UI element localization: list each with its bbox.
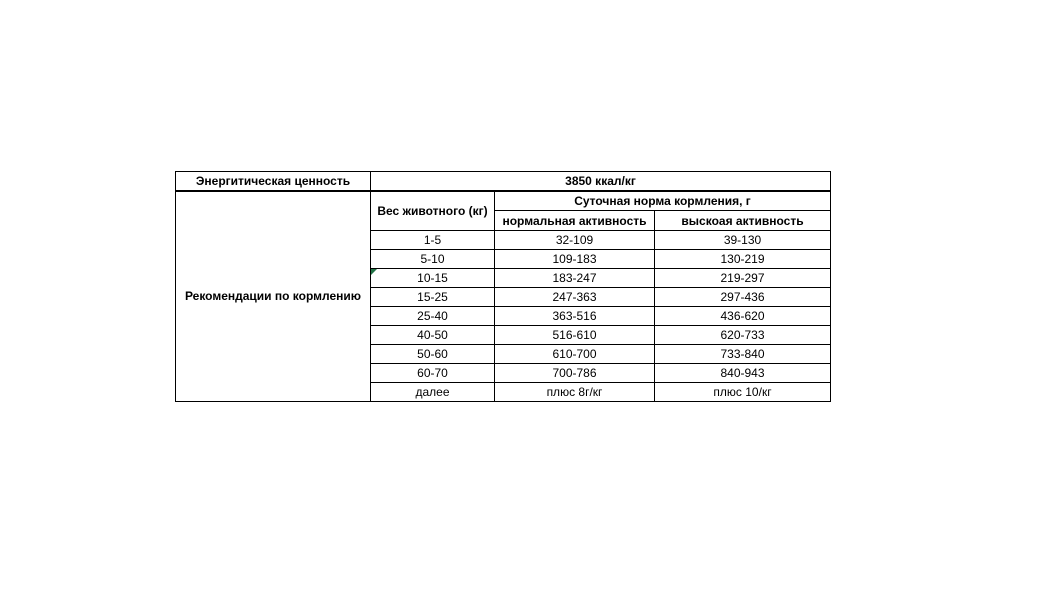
cell-comment-marker-icon xyxy=(371,269,377,275)
normal-activity-cell: 700-786 xyxy=(495,364,655,383)
normal-activity-cell: 32-109 xyxy=(495,231,655,250)
energy-value: 3850 ккал/кг xyxy=(371,172,831,191)
weight-cell: 40-50 xyxy=(371,326,495,345)
weight-cell: 1-5 xyxy=(371,231,495,250)
weight-cell: 15-25 xyxy=(371,288,495,307)
normal-activity-cell: 183-247 xyxy=(495,269,655,288)
normal-activity-header: нормальная активность xyxy=(495,211,655,231)
feeding-table-container xyxy=(175,171,831,402)
high-activity-cell: 840-943 xyxy=(655,364,831,383)
recommendations-label: Рекомендации по кормлению xyxy=(176,191,371,402)
weight-cell: далее xyxy=(371,383,495,402)
high-activity-cell: 219-297 xyxy=(655,269,831,288)
normal-activity-cell: 516-610 xyxy=(495,326,655,345)
high-activity-cell: плюс 10/кг xyxy=(655,383,831,402)
normal-activity-cell: 109-183 xyxy=(495,250,655,269)
normal-activity-cell: плюс 8г/кг xyxy=(495,383,655,402)
weight-cell: 25-40 xyxy=(371,307,495,326)
weight-cell xyxy=(371,269,495,288)
weight-column-header: Вес животного (кг) xyxy=(371,191,495,231)
high-activity-header: выскоая активность xyxy=(655,211,831,231)
high-activity-cell: 733-840 xyxy=(655,345,831,364)
high-activity-cell: 297-436 xyxy=(655,288,831,307)
normal-activity-cell: 247-363 xyxy=(495,288,655,307)
weight-cell: 5-10 xyxy=(371,250,495,269)
header-row-1 xyxy=(176,191,831,211)
weight-cell: 60-70 xyxy=(371,364,495,383)
daily-norm-header: Суточная норма кормления, г xyxy=(495,191,831,211)
feeding-recommendations-table xyxy=(175,171,831,402)
normal-activity-cell: 363-516 xyxy=(495,307,655,326)
high-activity-cell: 130-219 xyxy=(655,250,831,269)
high-activity-cell: 620-733 xyxy=(655,326,831,345)
weight-cell: 50-60 xyxy=(371,345,495,364)
high-activity-cell: 436-620 xyxy=(655,307,831,326)
high-activity-cell: 39-130 xyxy=(655,231,831,250)
normal-activity-cell: 610-700 xyxy=(495,345,655,364)
energy-row xyxy=(176,172,831,191)
weight-cell-value: 10-15 xyxy=(417,271,448,285)
energy-value-label: Энергитическая ценность xyxy=(176,172,371,191)
